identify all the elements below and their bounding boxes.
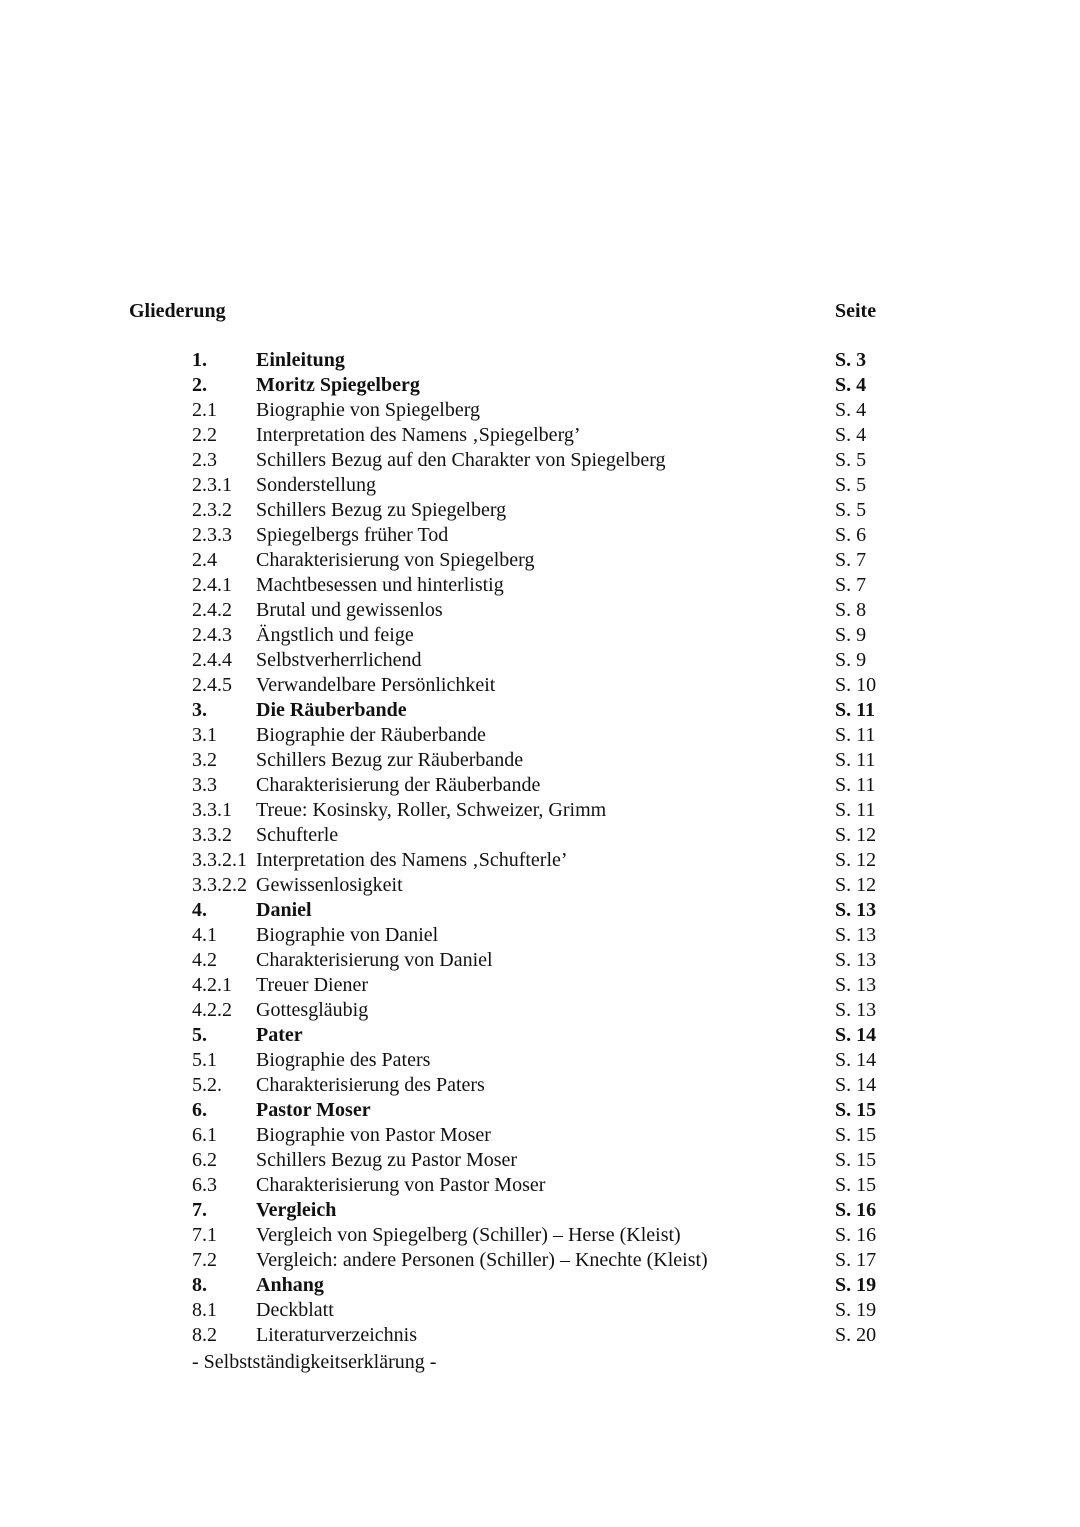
toc-entry-page: S. 12 — [835, 849, 877, 871]
toc-entry — [192, 598, 892, 623]
toc-entry-page: S. 11 — [835, 749, 876, 771]
toc-entry-page: S. 14 — [835, 1049, 877, 1071]
toc-entry — [192, 1298, 892, 1323]
toc-entry — [192, 398, 892, 423]
toc-entry-number: 3.2 — [192, 749, 217, 771]
toc-entry-page: S. 11 — [835, 774, 876, 796]
toc-entry-page: S. 15 — [835, 1149, 877, 1171]
toc-entry-title: Daniel — [256, 899, 312, 921]
toc-entry-number: 2.3.2 — [192, 499, 232, 521]
toc-entry-title: Charakterisierung der Räuberbande — [256, 774, 541, 796]
toc-entry-title: Die Räuberbande — [256, 699, 407, 721]
toc-entry — [192, 523, 892, 548]
toc-entry — [192, 1223, 892, 1248]
toc-entry-page: S. 7 — [835, 574, 867, 596]
toc-entry — [192, 373, 892, 398]
toc-entry — [192, 748, 892, 773]
toc-entry-page: S. 13 — [835, 999, 877, 1021]
toc-entry-number: 4.1 — [192, 924, 217, 946]
toc-entry-number: 2.3.1 — [192, 474, 232, 496]
toc-entry — [192, 1248, 892, 1273]
toc-entry — [192, 423, 892, 448]
toc-entry-number: 7.2 — [192, 1249, 217, 1271]
toc-entry-title: Biographie des Paters — [256, 1049, 431, 1071]
toc-entry-title: Selbstverherrlichend — [256, 649, 422, 671]
toc-entry-title: Machtbesessen und hinterlistig — [256, 574, 504, 596]
toc-entry-number: 8.2 — [192, 1324, 217, 1346]
toc-entry-title: Anhang — [256, 1274, 324, 1296]
toc-entry-title: Gewissenlosigkeit — [256, 874, 403, 896]
toc-entry-page: S. 3 — [835, 349, 867, 371]
toc-entry-page: S. 4 — [835, 399, 867, 421]
toc-entry — [192, 1148, 892, 1173]
toc-entry-number: 4.2.1 — [192, 974, 232, 996]
toc-entry-title: Biographie von Spiegelberg — [256, 399, 481, 421]
toc-entry-title: Charakterisierung von Spiegelberg — [256, 549, 535, 571]
toc-entry-number: 6.3 — [192, 1174, 217, 1196]
toc-entry-title: Biographie von Daniel — [256, 924, 439, 946]
toc-entry-title: Schillers Bezug zu Spiegelberg — [256, 499, 507, 521]
toc-entry-page: S. 10 — [835, 674, 877, 696]
toc-entry-page: S. 11 — [835, 799, 876, 821]
toc-entry-page: S. 12 — [835, 874, 877, 896]
toc-entry-number: 2.4.5 — [192, 674, 232, 696]
toc-entry — [192, 798, 892, 823]
toc-entry-title: Interpretation des Namens ‚Spiegelberg’ — [256, 424, 581, 446]
toc-entry-title: Sonderstellung — [256, 474, 376, 496]
toc-entry-number: 3.3 — [192, 774, 217, 796]
toc-entry — [192, 898, 892, 923]
toc-entry-number: 2.3.3 — [192, 524, 232, 546]
toc-entry-title: Moritz Spiegelberg — [256, 374, 420, 396]
toc-entry-number: 3.1 — [192, 724, 217, 746]
toc-entry-page: S. 13 — [835, 974, 877, 996]
toc-entry-number: 2.4.1 — [192, 574, 232, 596]
toc-entry-page: S. 13 — [835, 899, 877, 921]
toc-entry-page: S. 5 — [835, 499, 867, 521]
declaration-line: - Selbstständigkeitserklärung - — [192, 1351, 437, 1373]
toc-entry-title: Vergleich: andere Personen (Schiller) – Knechte (Kleist) — [256, 1249, 708, 1271]
toc-entry-number: 1. — [192, 349, 207, 371]
toc-entry — [192, 698, 892, 723]
toc-entry-title: Charakterisierung des Paters — [256, 1074, 485, 1096]
toc-entry — [192, 498, 892, 523]
toc-entry — [192, 998, 892, 1023]
toc-entry — [192, 623, 892, 648]
toc-entry-number: 2. — [192, 374, 207, 396]
toc-entry — [192, 848, 892, 873]
toc-entry-title: Biographie der Räuberbande — [256, 724, 486, 746]
toc-entry-page: S. 8 — [835, 599, 867, 621]
toc-entry-page: S. 20 — [835, 1324, 877, 1346]
toc-entry-title: Interpretation des Namens ‚Schufterle’ — [256, 849, 568, 871]
toc-entry — [192, 1048, 892, 1073]
toc-entry-number: 2.4 — [192, 549, 217, 571]
toc-entry-title: Treuer Diener — [256, 974, 369, 996]
toc-entry — [192, 823, 892, 848]
toc-entry — [192, 923, 892, 948]
toc-entry-number: 6.2 — [192, 1149, 217, 1171]
toc-entry-page: S. 16 — [835, 1224, 877, 1246]
toc-entry-title: Schillers Bezug zu Pastor Moser — [256, 1149, 518, 1171]
toc-entry-number: 2.4.4 — [192, 649, 232, 671]
toc-entry-page: S. 15 — [835, 1099, 877, 1121]
toc-entry-page: S. 7 — [835, 549, 867, 571]
toc-entry-page: S. 4 — [835, 424, 867, 446]
toc-entry — [192, 1173, 892, 1198]
toc-entry-number: 2.1 — [192, 399, 217, 421]
toc-entry-number: 2.4.2 — [192, 599, 232, 621]
toc-entry-title: Charakterisierung von Pastor Moser — [256, 1174, 546, 1196]
toc-entry-page: S. 6 — [835, 524, 867, 546]
toc-entry — [192, 648, 892, 673]
toc-entry-title: Schillers Bezug zur Räuberbande — [256, 749, 524, 771]
toc-entry-title: Gottesgläubig — [256, 999, 369, 1021]
toc-entry-title: Vergleich von Spiegelberg (Schiller) – Herse (Kleist) — [256, 1224, 681, 1246]
toc-entry-page: S. 11 — [835, 724, 876, 746]
toc-entry-title: Charakterisierung von Daniel — [256, 949, 493, 971]
toc-entry-page: S. 19 — [835, 1274, 877, 1296]
toc-entry-title: Literaturverzeichnis — [256, 1324, 418, 1346]
toc-entry — [192, 573, 892, 598]
toc-entry — [192, 1123, 892, 1148]
toc-heading: Gliederung — [129, 300, 226, 322]
toc-entry-page: S. 14 — [835, 1024, 877, 1046]
toc-entry-number: 7. — [192, 1199, 207, 1221]
toc-entry-page: S. 5 — [835, 474, 867, 496]
toc-entry-number: 8.1 — [192, 1299, 217, 1321]
toc-entry — [192, 348, 892, 373]
toc-entry-number: 3.3.2.2 — [192, 874, 247, 896]
toc-entry-title: Schillers Bezug auf den Charakter von Spiegelberg — [256, 449, 666, 471]
toc-entry-title: Pater — [256, 1024, 303, 1046]
toc-entry-title: Spiegelbergs früher Tod — [256, 524, 449, 546]
toc-entry-page: S. 15 — [835, 1174, 877, 1196]
toc-entry-page: S. 9 — [835, 624, 867, 646]
toc-entry-title: Biographie von Pastor Moser — [256, 1124, 491, 1146]
toc-entry — [192, 448, 892, 473]
toc-entry-title: Ängstlich und feige — [256, 624, 414, 646]
toc-entry — [192, 873, 892, 898]
toc-entry-page: S. 12 — [835, 824, 877, 846]
toc-entry-number: 4.2.2 — [192, 999, 232, 1021]
toc-entry — [192, 773, 892, 798]
toc-entry-number: 5. — [192, 1024, 207, 1046]
toc-entry-number: 6. — [192, 1099, 207, 1121]
toc-entry-number: 4. — [192, 899, 207, 921]
toc-entry — [192, 948, 892, 973]
toc-entry-number: 5.2. — [192, 1074, 222, 1096]
toc-entry — [192, 723, 892, 748]
toc-entry-title: Brutal und gewissenlos — [256, 599, 443, 621]
toc-entry-number: 3.3.2.1 — [192, 849, 247, 871]
toc-entry-number: 4.2 — [192, 949, 217, 971]
toc-entry-page: S. 13 — [835, 924, 877, 946]
toc-entry-page: S. 16 — [835, 1199, 877, 1221]
toc-entry-number: 7.1 — [192, 1224, 217, 1246]
toc-entry — [192, 1273, 892, 1298]
toc-entry — [192, 473, 892, 498]
toc-entry-number: 3.3.2 — [192, 824, 232, 846]
toc-entry — [192, 1098, 892, 1123]
toc-entry-title: Vergleich — [256, 1199, 337, 1221]
toc-entry — [192, 548, 892, 573]
toc-entry-page: S. 17 — [835, 1249, 877, 1271]
table-of-contents — [192, 348, 892, 1348]
toc-entry-page: S. 9 — [835, 649, 867, 671]
toc-entry-page: S. 14 — [835, 1074, 877, 1096]
toc-entry-title: Treue: Kosinsky, Roller, Schweizer, Grimm — [256, 799, 607, 821]
toc-entry-title: Einleitung — [256, 349, 345, 371]
toc-entry-title: Pastor Moser — [256, 1099, 371, 1121]
toc-entry-page: S. 13 — [835, 949, 877, 971]
toc-entry — [192, 1198, 892, 1223]
toc-entry — [192, 673, 892, 698]
toc-entry — [192, 973, 892, 998]
toc-entry-number: 3.3.1 — [192, 799, 232, 821]
toc-entry-number: 3. — [192, 699, 207, 721]
toc-entry-page: S. 4 — [835, 374, 867, 396]
toc-entry-number: 5.1 — [192, 1049, 217, 1071]
toc-entry-page: S. 5 — [835, 449, 867, 471]
toc-entry-number: 6.1 — [192, 1124, 217, 1146]
toc-entry-number: 2.4.3 — [192, 624, 232, 646]
toc-entry-page: S. 19 — [835, 1299, 877, 1321]
page-column-heading: Seite — [835, 300, 877, 322]
toc-entry-title: Schufterle — [256, 824, 339, 846]
toc-entry — [192, 1323, 892, 1348]
toc-entry-number: 8. — [192, 1274, 207, 1296]
toc-entry-title: Deckblatt — [256, 1299, 334, 1321]
toc-entry-number: 2.2 — [192, 424, 217, 446]
toc-entry-title: Verwandelbare Persönlichkeit — [256, 674, 496, 696]
toc-entry-page: S. 15 — [835, 1124, 877, 1146]
toc-entry-number: 2.3 — [192, 449, 217, 471]
toc-entry-page: S. 11 — [835, 699, 876, 721]
toc-entry — [192, 1073, 892, 1098]
toc-entry — [192, 1023, 892, 1048]
